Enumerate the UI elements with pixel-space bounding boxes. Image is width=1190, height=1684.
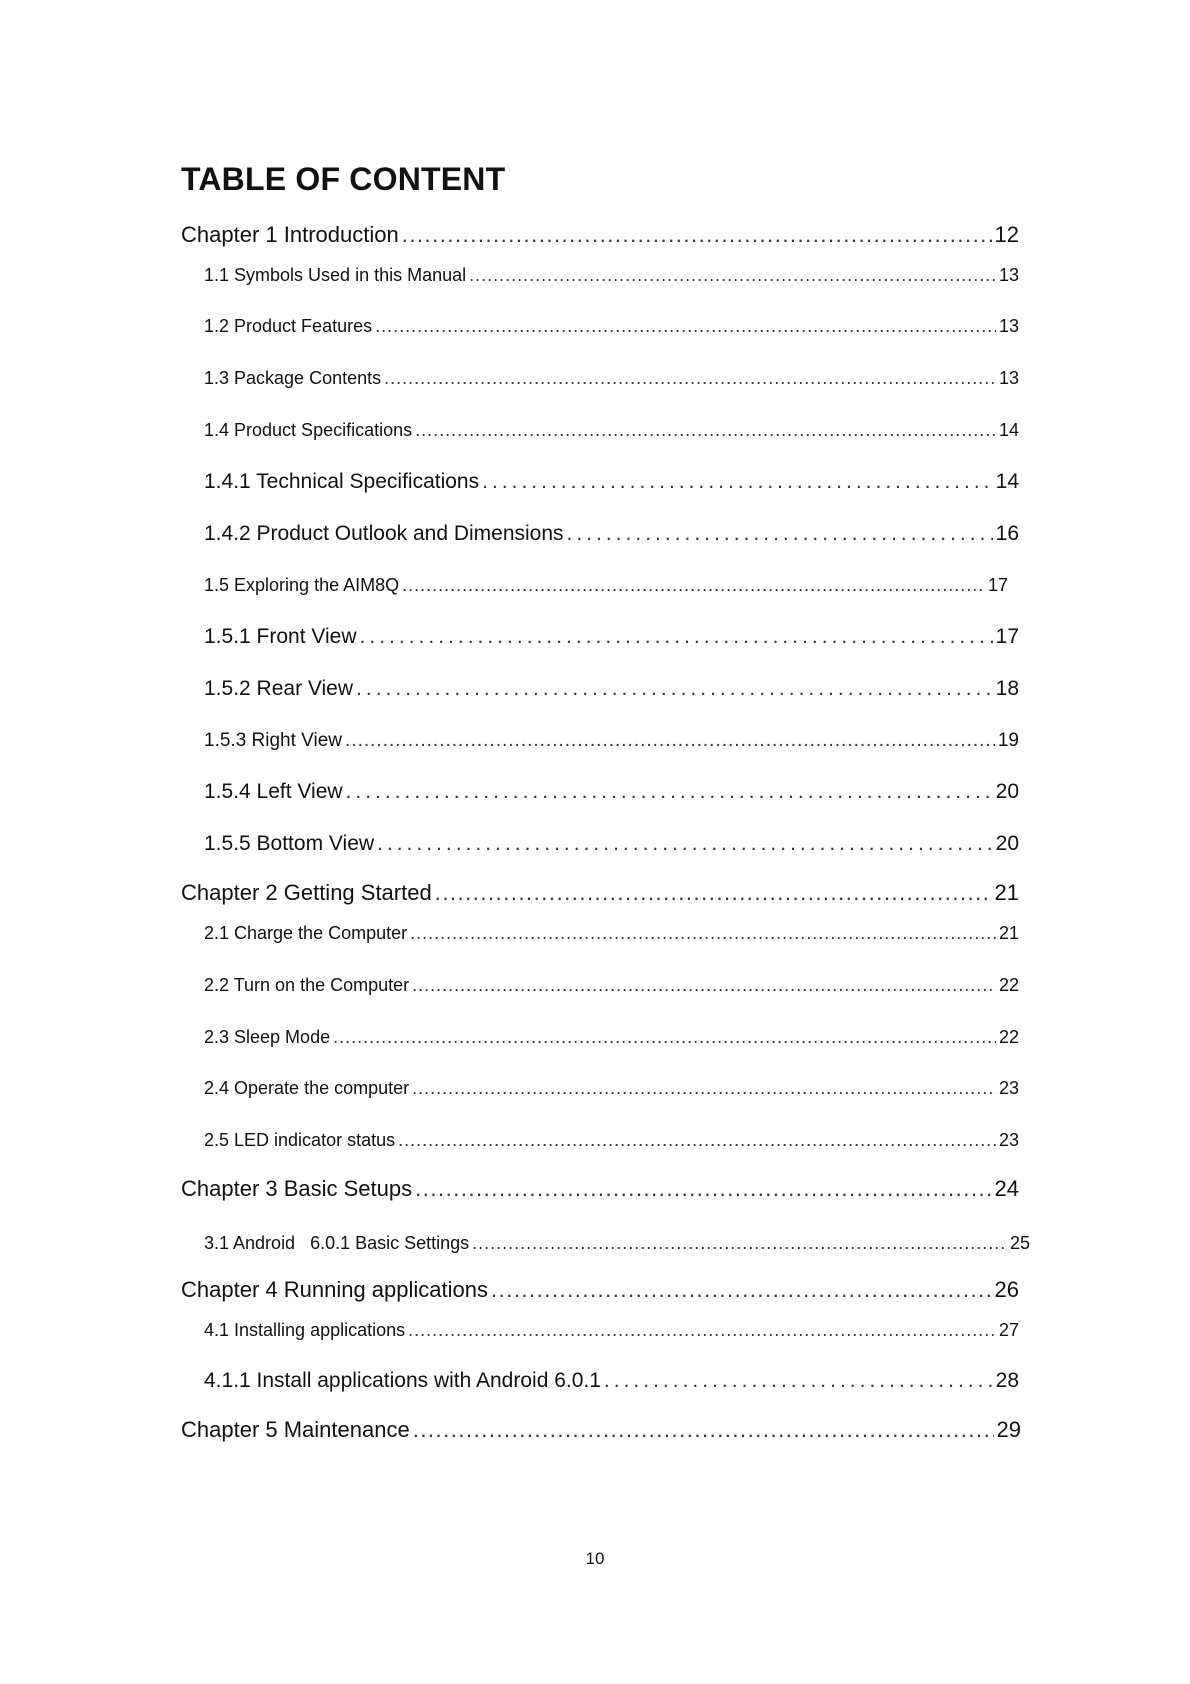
toc-entry-chapter-1[interactable] bbox=[181, 224, 1019, 246]
dot-leader bbox=[360, 626, 993, 647]
toc-entry-label: 1.4.1 Technical Specifications bbox=[204, 470, 480, 493]
toc-entry-chapter-4[interactable] bbox=[181, 1279, 1019, 1301]
toc-entry-4-1-1[interactable] bbox=[204, 1370, 1019, 1391]
toc-entry-label: Chapter 3 Basic Setups bbox=[181, 1176, 413, 1201]
dot-leader bbox=[415, 421, 996, 439]
toc-entry-page: 16 bbox=[995, 522, 1019, 545]
toc-entry-label: 1.5.4 Left View bbox=[204, 780, 343, 803]
toc-entry-1-5-1[interactable] bbox=[204, 626, 1019, 647]
toc-entry-chapter-5[interactable] bbox=[181, 1419, 1021, 1441]
toc-entry-label: 1.3 Package Contents bbox=[204, 368, 382, 388]
toc-entry-label: 1.5.3 Right View bbox=[204, 730, 343, 751]
toc-entry-label: 3.1 Android 6.0.1 Basic Settings bbox=[204, 1233, 470, 1253]
toc-entry-1-4[interactable] bbox=[204, 421, 1019, 439]
toc-entry-chapter-3[interactable] bbox=[181, 1178, 1019, 1200]
toc-entry-1-5-5[interactable] bbox=[204, 833, 1019, 854]
page-title: TABLE OF CONTENT bbox=[181, 161, 506, 197]
toc-entry-page: 12 bbox=[994, 222, 1019, 247]
toc-entry-label: 1.5 Exploring the AIM8Q bbox=[204, 575, 400, 595]
toc-entry-page: 13 bbox=[998, 316, 1019, 336]
toc-entry-2-1[interactable] bbox=[204, 924, 1019, 942]
toc-entry-4-1[interactable] bbox=[204, 1321, 1019, 1339]
dot-leader bbox=[333, 1028, 996, 1046]
toc-entry-page: 22 bbox=[998, 975, 1019, 995]
toc-entry-label: 4.1.1 Install applications with Android 6.0.1 bbox=[204, 1369, 601, 1392]
toc-entry-label: Chapter 1 Introduction bbox=[181, 222, 399, 247]
dot-leader bbox=[410, 924, 996, 942]
dot-leader bbox=[377, 833, 993, 854]
dot-leader bbox=[346, 781, 993, 802]
dot-leader bbox=[472, 1234, 1007, 1252]
dot-leader bbox=[435, 882, 992, 904]
toc-entry-label: 1.2 Product Features bbox=[204, 316, 373, 336]
toc-entry-label: 1.4.2 Product Outlook and Dimensions bbox=[204, 522, 564, 545]
toc-entry-2-5[interactable] bbox=[204, 1131, 1019, 1149]
toc-entry-2-3[interactable] bbox=[204, 1028, 1019, 1046]
toc-entry-label: 2.3 Sleep Mode bbox=[204, 1027, 331, 1047]
dot-leader bbox=[402, 224, 992, 246]
page-number: 10 bbox=[585, 1549, 605, 1568]
toc-entry-page: 28 bbox=[995, 1369, 1019, 1392]
toc-entry-label: 2.4 Operate the computer bbox=[204, 1078, 410, 1098]
toc-entry-page: 13 bbox=[998, 368, 1019, 388]
dot-leader bbox=[604, 1370, 993, 1391]
toc-entry-label: 2.2 Turn on the Computer bbox=[204, 975, 410, 995]
toc-entry-page: 23 bbox=[998, 1078, 1019, 1098]
toc-entry-1-2[interactable] bbox=[204, 317, 1019, 335]
dot-leader bbox=[415, 1178, 991, 1200]
toc-entry-1-3[interactable] bbox=[204, 369, 1019, 387]
toc-entry-2-2[interactable] bbox=[204, 976, 1019, 994]
toc-entry-label: Chapter 2 Getting Started bbox=[181, 880, 432, 905]
dot-leader bbox=[491, 1279, 992, 1301]
toc-entry-label: Chapter 5 Maintenance bbox=[181, 1417, 410, 1442]
toc-entry-page: 17 bbox=[987, 575, 1008, 595]
dot-leader bbox=[402, 576, 985, 594]
toc-entry-label: 1.5.2 Rear View bbox=[204, 677, 354, 700]
toc-entry-page: 23 bbox=[998, 1130, 1019, 1150]
toc-entry-page: 20 bbox=[995, 780, 1019, 803]
toc-entry-page: 22 bbox=[998, 1027, 1019, 1047]
toc-entry-1-5[interactable] bbox=[204, 576, 1008, 594]
toc-entry-1-5-2[interactable] bbox=[204, 678, 1019, 699]
dot-leader bbox=[408, 1321, 996, 1339]
dot-leader bbox=[384, 369, 996, 387]
toc-entry-page: 13 bbox=[998, 265, 1019, 285]
toc-entry-page: 14 bbox=[998, 420, 1019, 440]
toc-entry-label: 2.5 LED indicator status bbox=[204, 1130, 396, 1150]
toc-entry-page: 25 bbox=[1009, 1233, 1030, 1253]
dot-leader bbox=[482, 471, 993, 492]
toc-entry-2-4[interactable] bbox=[204, 1079, 1019, 1097]
toc-entry-label: 4.1 Installing applications bbox=[204, 1320, 406, 1340]
toc-entry-1-5-3[interactable] bbox=[204, 731, 1019, 750]
toc-entry-3-1[interactable] bbox=[204, 1234, 1030, 1252]
dot-leader bbox=[345, 731, 995, 750]
dot-leader bbox=[398, 1131, 996, 1149]
toc-entry-page: 19 bbox=[997, 730, 1019, 751]
toc-entry-chapter-2[interactable] bbox=[181, 882, 1019, 904]
toc-entry-page: 18 bbox=[995, 677, 1019, 700]
toc-entry-1-4-2[interactable] bbox=[204, 523, 1019, 544]
toc-entry-1-4-1[interactable] bbox=[204, 471, 1019, 492]
toc-entry-page: 17 bbox=[995, 625, 1019, 648]
dot-leader bbox=[469, 266, 996, 284]
toc-entry-page: 14 bbox=[995, 470, 1019, 493]
toc-entry-page: 21 bbox=[994, 880, 1019, 905]
toc-entry-1-1[interactable] bbox=[204, 266, 1019, 284]
toc-entry-label: 1.5.5 Bottom View bbox=[204, 832, 375, 855]
toc-entry-page: 26 bbox=[994, 1277, 1019, 1302]
toc-entry-page: 21 bbox=[998, 923, 1019, 943]
dot-leader bbox=[412, 976, 996, 994]
dot-leader bbox=[375, 317, 996, 335]
toc-entry-page: 29 bbox=[996, 1417, 1021, 1442]
dot-leader bbox=[412, 1079, 996, 1097]
toc-entry-1-5-4[interactable] bbox=[204, 781, 1019, 802]
toc-entry-page: 20 bbox=[995, 832, 1019, 855]
toc-entry-label: Chapter 4 Running applications bbox=[181, 1277, 488, 1302]
dot-leader bbox=[567, 523, 993, 544]
toc-entry-label: 1.1 Symbols Used in this Manual bbox=[204, 265, 467, 285]
toc-entry-label: 1.4 Product Specifications bbox=[204, 420, 413, 440]
toc-entry-label: 1.5.1 Front View bbox=[204, 625, 357, 648]
toc-entry-page: 27 bbox=[998, 1320, 1019, 1340]
dot-leader bbox=[356, 678, 993, 699]
toc-entry-label: 2.1 Charge the Computer bbox=[204, 923, 408, 943]
toc-entry-page: 24 bbox=[994, 1176, 1019, 1201]
dot-leader bbox=[413, 1419, 994, 1441]
